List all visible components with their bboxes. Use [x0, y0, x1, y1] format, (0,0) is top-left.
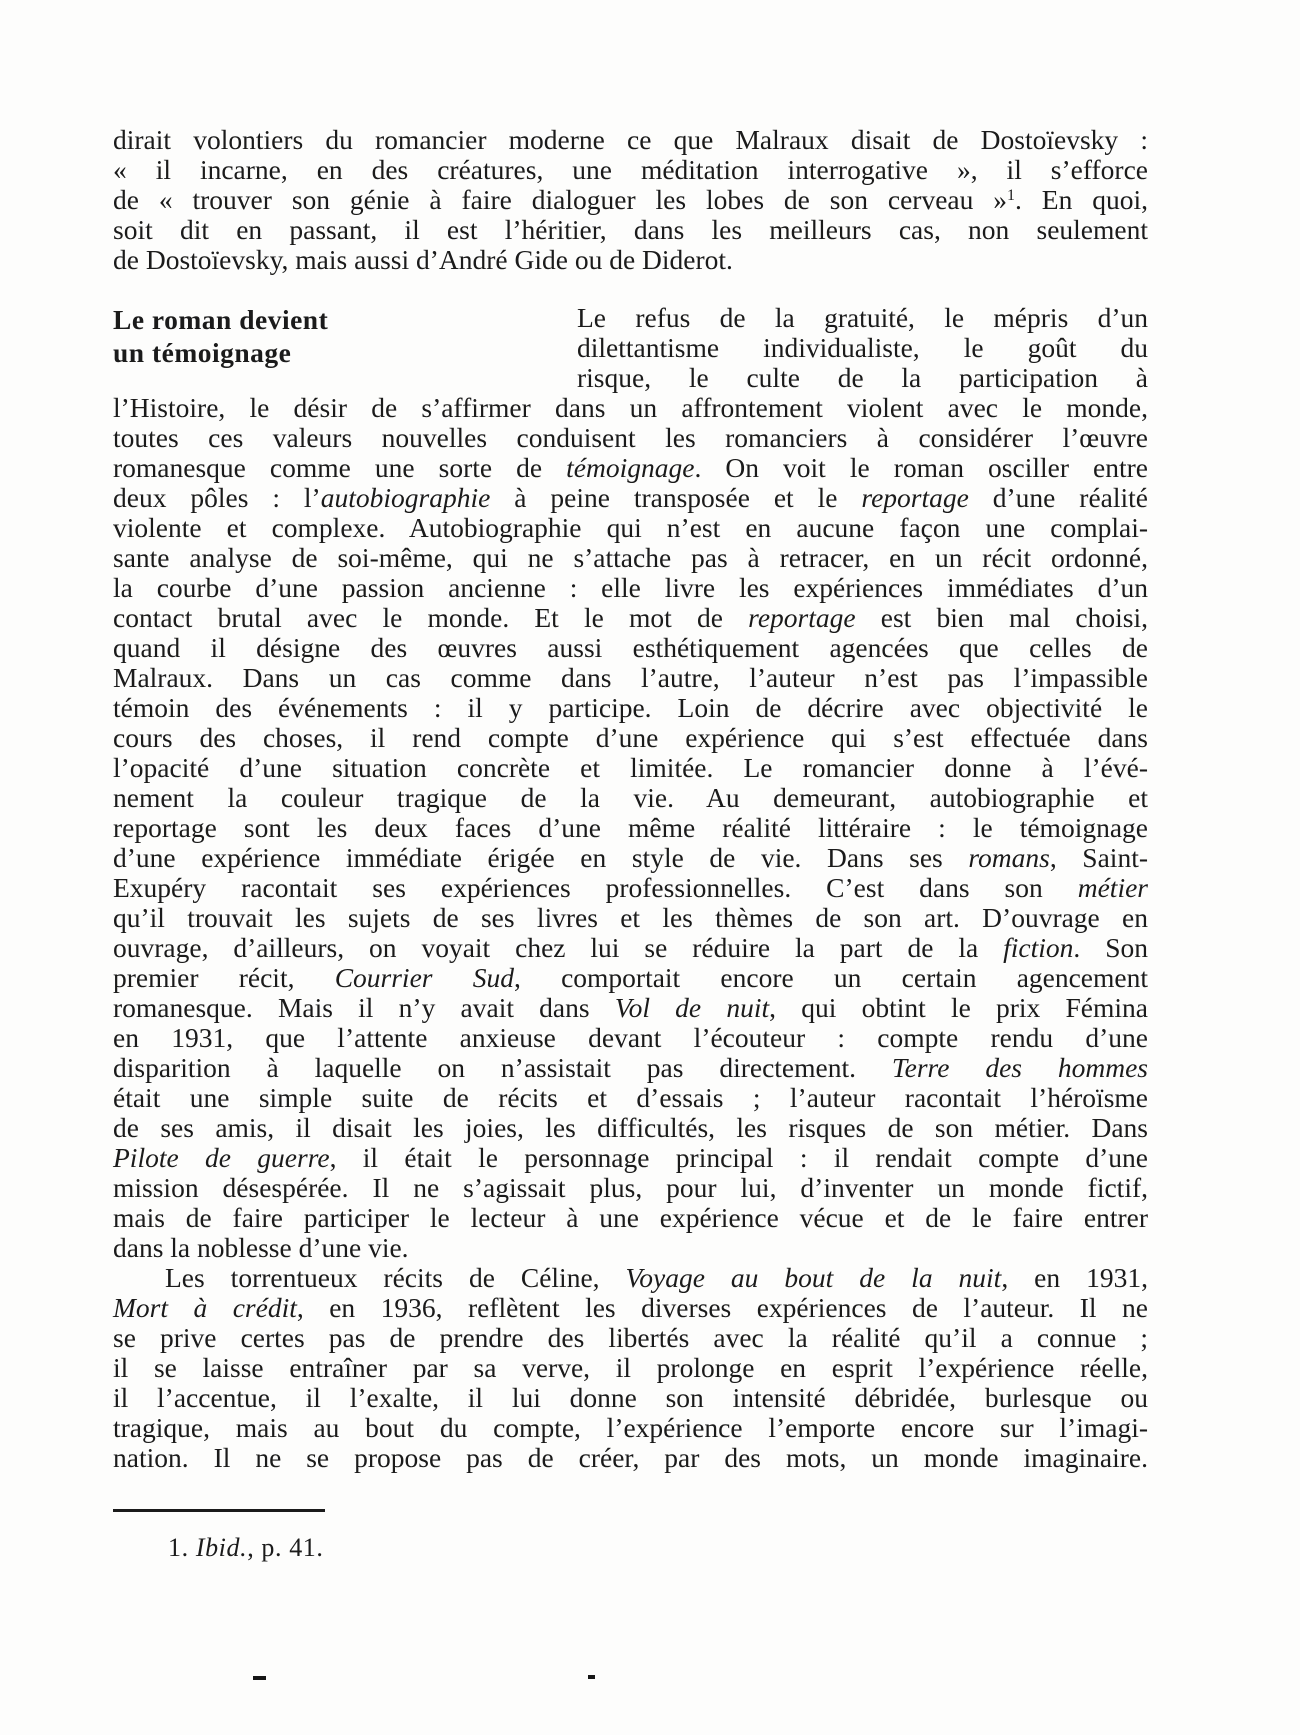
opening-paragraph	[113, 125, 1148, 275]
text-line: nement la couleur tragique de la vie. Au demeurant, autobiographie et	[113, 782, 1148, 813]
footnote	[113, 1533, 1148, 1563]
text-line: deux pôles : l’autobiographie à peine transposée et le reportage d’une réalité	[113, 482, 1148, 513]
text-line: dilettantisme individualiste, le goût du	[577, 332, 1148, 363]
text-block	[113, 125, 1148, 1563]
text-line: risque, le culte de la participation à	[577, 362, 1148, 393]
section-body	[113, 393, 1148, 1263]
text-line: disparition à laquelle on n’assistait pas directement. Terre des hommes	[113, 1052, 1148, 1083]
text-line: d’une expérience immédiate érigée en style de vie. Dans ses romans, Saint-	[113, 842, 1148, 873]
celine-paragraph	[113, 1263, 1148, 1473]
text-line: l’opacité d’une situation concrète et limitée. Le romancier donne à l’évé-	[113, 752, 1148, 783]
text-line: il se laisse entraîner par sa verve, il prolonge en esprit l’expérience réelle,	[113, 1352, 1148, 1383]
text-line: nation. Il ne se propose pas de créer, par des mots, un monde imaginaire.	[113, 1442, 1148, 1473]
text-line: qu’il trouvait les sujets de ses livres et les thèmes de son art. D’ouvrage en	[113, 902, 1148, 933]
text-line: Le refus de la gratuité, le mépris d’un	[577, 302, 1148, 333]
text-line: mission désespérée. Il ne s’agissait plus, pour lui, d’inventer un monde fictif,	[113, 1172, 1148, 1203]
text-line: mais de faire participer le lecteur à une expérience vécue et de le faire entrer	[113, 1202, 1148, 1233]
text-line: il l’accentue, il l’exalte, il lui donne son intensité débridée, burlesque ou	[113, 1382, 1148, 1413]
text-line: soit dit en passant, il est l’héritier, dans les meilleurs cas, non seulement	[113, 214, 1148, 245]
text-line: « il incarne, en des créatures, une méditation interrogative », il s’efforce	[113, 154, 1148, 185]
section-heading-line1: Le roman devient	[113, 304, 329, 335]
print-mark-right	[588, 1675, 595, 1679]
text-line: Les torrentueux récits de Céline, Voyage au bout de la nuit, en 1931,	[165, 1262, 1148, 1293]
text-line: sante analyse de soi-même, qui ne s’attache pas à retracer, en un récit ordonné,	[113, 542, 1148, 573]
section-intro-column	[577, 303, 1148, 393]
text-line: cours des choses, il rend compte d’une expérience qui s’est effectuée dans	[113, 722, 1148, 753]
section-heading	[113, 303, 328, 369]
text-line: la courbe d’une passion ancienne : elle livre les expériences immédiates d’un	[113, 572, 1148, 603]
text-line: quand il désigne des œuvres aussi esthétiquement agencées que celles de	[113, 632, 1148, 663]
text-line: témoin des événements : il y participe. Loin de décrire avec objectivité le	[113, 692, 1148, 723]
text-line: romanesque. Mais il n’y avait dans Vol de nuit, qui obtint le prix Fémina	[113, 992, 1149, 1023]
text-line: Exupéry racontait ses expériences professionnelles. C’est dans son métier	[113, 872, 1148, 903]
text-line: toutes ces valeurs nouvelles conduisent les romanciers à considérer l’œuvre	[113, 422, 1148, 453]
text-line: se prive certes pas de prendre des libertés avec la réalité qu’il a connue ;	[113, 1322, 1148, 1353]
footnote-separator-rule	[113, 1509, 325, 1512]
text-line: de Dostoïevsky, mais aussi d’André Gide ou de Diderot.	[113, 244, 733, 275]
text-line: l’Histoire, le désir de s’affirmer dans un affrontement violent avec le monde,	[113, 392, 1148, 423]
text-line: Malraux. Dans un cas comme dans l’autre, l’auteur n’est pas l’impassible	[113, 662, 1148, 693]
text-line: tragique, mais au bout du compte, l’expérience l’emporte encore sur l’imagi-	[113, 1412, 1148, 1443]
text-line: dans la noblesse d’une vie.	[113, 1232, 409, 1263]
text-line: dirait volontiers du romancier moderne ce que Malraux disait de Dostoïevsky :	[113, 124, 1148, 155]
text-line: de ses amis, il disait les joies, les difficultés, les risques de son métier. Dans	[113, 1112, 1148, 1143]
text-line: violente et complexe. Autobiographie qui n’est en aucune façon une complai-	[113, 512, 1148, 543]
text-line: en 1931, que l’attente anxieuse devant l’écouteur : compte rendu d’une	[113, 1022, 1148, 1053]
text-line: Mort à crédit, en 1936, reflètent les diverses expériences de l’auteur. Il ne	[113, 1292, 1148, 1323]
text-line: reportage sont les deux faces d’une même réalité littéraire : le témoignage	[113, 812, 1148, 843]
text-line: premier récit, Courrier Sud, comportait encore un certain agencement	[113, 962, 1148, 993]
text-line: romanesque comme une sorte de témoignage. On voit le roman osciller entre	[113, 452, 1148, 483]
print-mark-left	[253, 1676, 266, 1680]
text-line: était une simple suite de récits et d’essais ; l’auteur racontait l’héroïsme	[113, 1082, 1148, 1113]
section-start	[113, 303, 1148, 393]
text-line: 1. Ibid., p. 41.	[168, 1533, 324, 1562]
section-heading-line2: un témoignage	[113, 337, 292, 368]
text-line: contact brutal avec le monde. Et le mot de reportage est bien mal choisi,	[113, 602, 1148, 633]
text-line: de « trouver son génie à faire dialoguer les lobes de son cerveau »$^1$. En quoi,	[113, 184, 1148, 215]
text-line: ouvrage, d’ailleurs, on voyait chez lui se réduire la part de la fiction. Son	[113, 932, 1149, 963]
text-line: Pilote de guerre, il était le personnage principal : il rendait compte d’une	[113, 1142, 1148, 1173]
